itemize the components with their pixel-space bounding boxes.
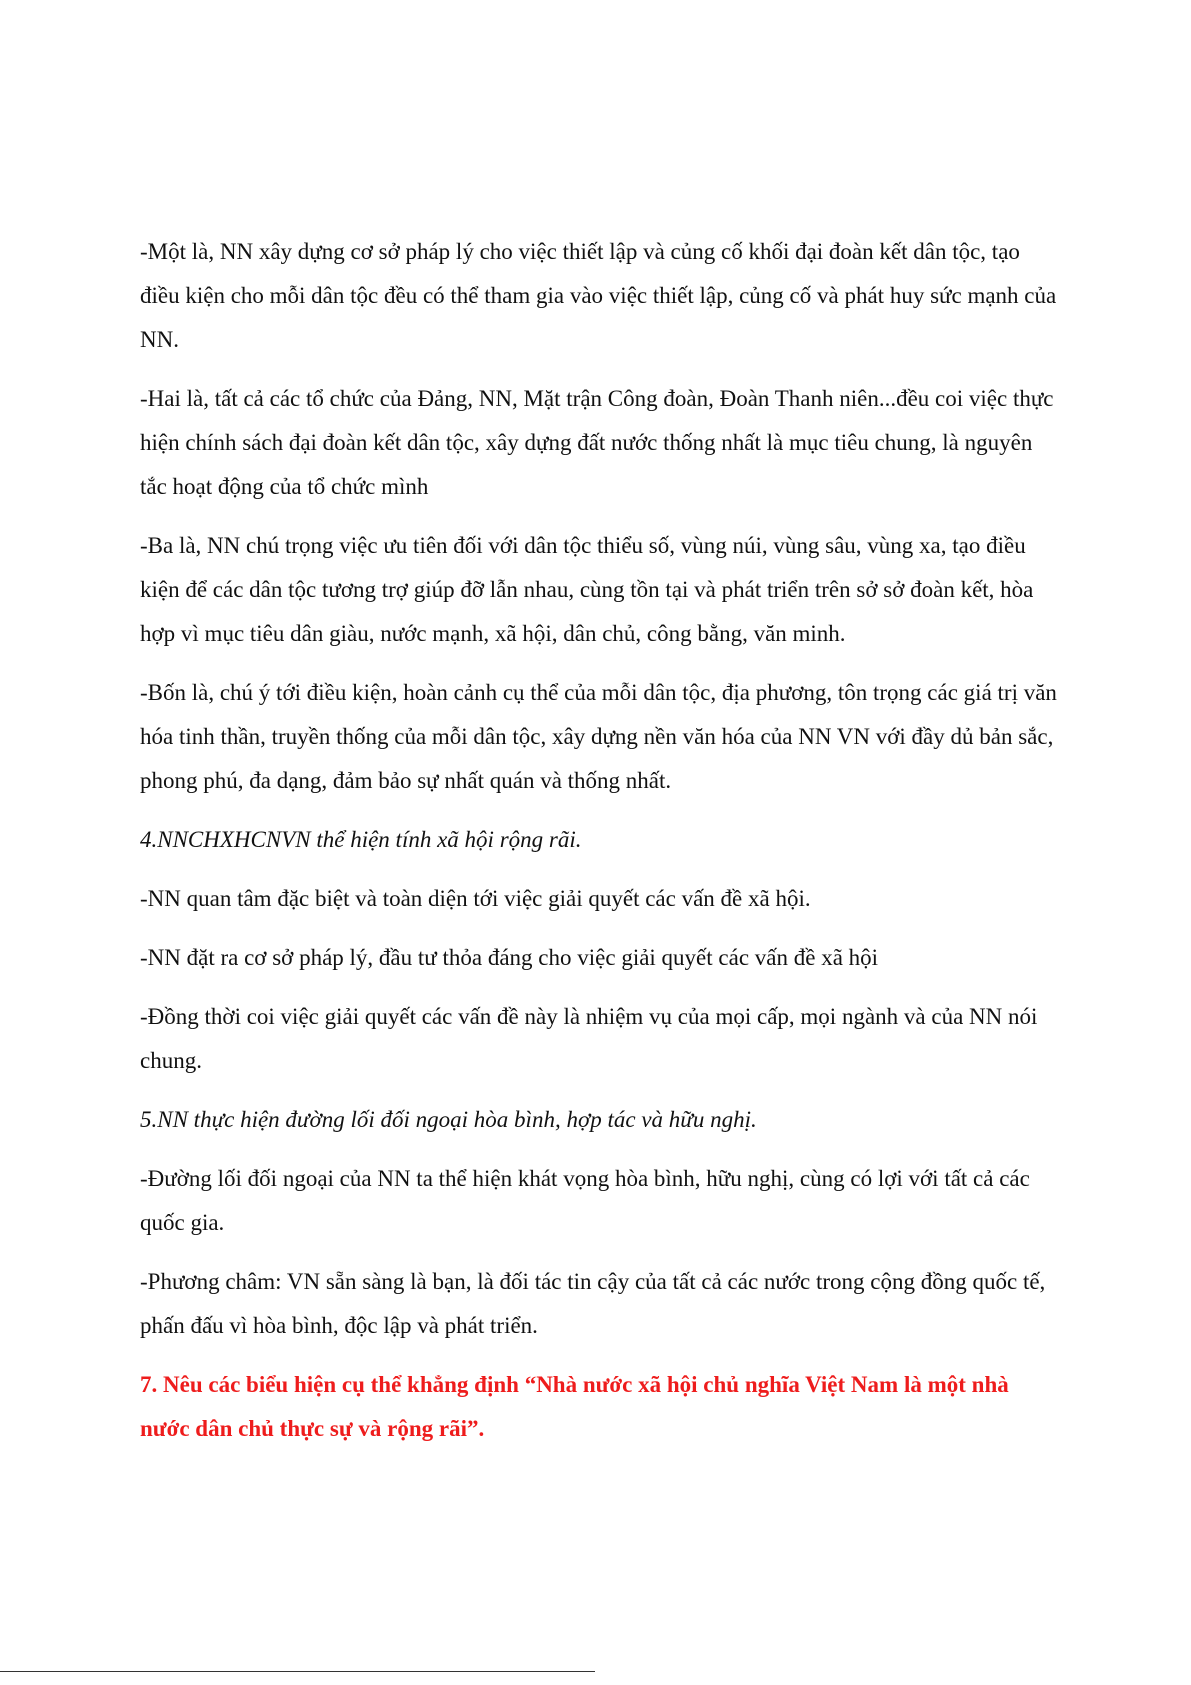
- section-heading-4: 4.NNCHXHCNVN thể hiện tính xã hội rộng rãi.: [140, 827, 582, 852]
- footnote-separator-line: [0, 1671, 595, 1672]
- paragraph-point-three: -Ba là, NN chú trọng việc ưu tiên đối với dân tộc thiểu số, vùng núi, vùng sâu, vùng xa, tạo điều kiện để các dân tộc tương trợ giúp đỡ lẫn nhau, cùng tồn tại và phát triển trên sở sở đoàn kết, hòa hợp vì mục tiêu dân giàu, nước mạnh, xã hội, dân chủ, công bằng, văn minh.: [140, 533, 1034, 646]
- document-body: [140, 230, 1060, 1466]
- section-heading-5: 5.NN thực hiện đường lối đối ngoại hòa bình, hợp tác và hữu nghị.: [140, 1107, 757, 1132]
- paragraph-point-two: -Hai là, tất cả các tổ chức của Đảng, NN, Mặt trận Công đoàn, Đoàn Thanh niên...đều coi việc thực hiện chính sách đại đoàn kết dân tộc, xây dựng đất nước thống nhất là mục tiêu chung, là nguyên tắc hoạt động của tổ chức mình: [140, 386, 1054, 499]
- paragraph-foreign-1: -Đường lối đối ngoại của NN ta thể hiện khát vọng hòa bình, hữu nghị, cùng có lợi với tất cả các quốc gia.: [140, 1166, 1030, 1235]
- paragraph-point-one: -Một là, NN xây dựng cơ sở pháp lý cho việc thiết lập và củng cố khối đại đoàn kết dân tộc, tạo điều kiện cho mỗi dân tộc đều có thể tham gia vào việc thiết lập, củng cố và phát huy sức mạnh của NN.: [140, 239, 1057, 352]
- question-7-heading: 7. Nêu các biểu hiện cụ thể khẳng định “Nhà nước xã hội chủ nghĩa Việt Nam là một nhà nước dân chủ thực sự và rộng rãi”.: [140, 1372, 1009, 1441]
- paragraph-point-four: -Bốn là, chú ý tới điều kiện, hoàn cảnh cụ thể của mỗi dân tộc, địa phương, tôn trọng các giá trị văn hóa tinh thần, truyền thống của mỗi dân tộc, xây dựng nền văn hóa của NN VN với đầy dủ bản sắc, phong phú, đa dạng, đảm bảo sự nhất quán và thống nhất.: [140, 680, 1057, 793]
- paragraph-social-3: -Đồng thời coi việc giải quyết các vấn đề này là nhiệm vụ của mọi cấp, mọi ngành và của NN nói chung.: [140, 1004, 1038, 1073]
- paragraph-social-2: -NN đặt ra cơ sở pháp lý, đầu tư thỏa đáng cho việc giải quyết các vấn đề xã hội: [140, 945, 879, 970]
- paragraph-foreign-2: -Phương châm: VN sẵn sàng là bạn, là đối tác tin cậy của tất cả các nước trong cộng đồng quốc tế, phấn đấu vì hòa bình, độc lập và phát triển.: [140, 1269, 1046, 1338]
- paragraph-social-1: -NN quan tâm đặc biệt và toàn diện tới việc giải quyết các vấn đề xã hội.: [140, 886, 811, 911]
